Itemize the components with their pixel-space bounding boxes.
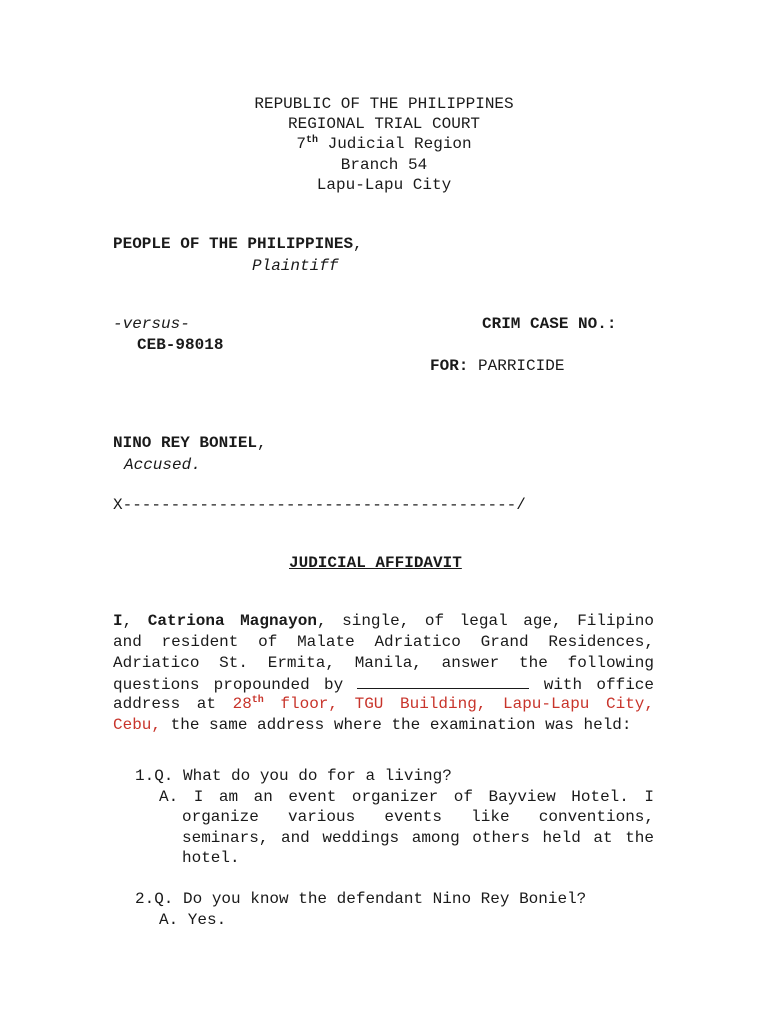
question-2: 2.Q. Do you know the defendant Nino Rey Boniel? bbox=[135, 890, 587, 908]
versus: -versus- bbox=[113, 315, 190, 333]
header-court: REGIONAL TRIAL COURT bbox=[287, 115, 481, 133]
plaintiff-name: PEOPLE OF THE PHILIPPINES bbox=[113, 235, 354, 253]
document-title: JUDICIAL AFFIDAVIT bbox=[289, 554, 462, 572]
for-value: PARRICIDE bbox=[468, 357, 565, 375]
intro-comma: , bbox=[122, 612, 148, 630]
intro-i: I bbox=[113, 612, 123, 630]
question-1: 1.Q. What do you do for a living? bbox=[135, 767, 452, 785]
header-branch: Branch 54 bbox=[340, 156, 428, 174]
answer-1-line-3: seminars, and weddings among others held at the bbox=[182, 829, 654, 847]
region-number: 7 bbox=[296, 135, 306, 153]
accused-line bbox=[113, 433, 267, 453]
floor-suffix: th bbox=[251, 695, 264, 706]
intro-line-4-b: with office bbox=[529, 676, 655, 694]
intro-line-4 bbox=[113, 674, 654, 696]
header-city: Lapu-Lapu City bbox=[316, 176, 452, 194]
charge-line bbox=[430, 356, 564, 376]
intro-line-6-rest: the same address where the examination was held: bbox=[161, 716, 632, 734]
office-address-city: Cebu, bbox=[113, 716, 162, 734]
floor-num: 28 bbox=[232, 695, 252, 713]
intro-line-2: and resident of Malate Adriatico Grand Residences, bbox=[113, 633, 654, 651]
answer-2-line-1: A. Yes. bbox=[159, 911, 227, 929]
accused-name: NINO REY BONIEL bbox=[113, 434, 258, 452]
intro-line-6 bbox=[113, 715, 632, 735]
accused-role: Accused. bbox=[124, 456, 201, 474]
intro-line-4-a: questions propounded by bbox=[113, 676, 358, 694]
answer-1-line-2: organize various events like conventions, bbox=[182, 808, 654, 826]
header-republic: REPUBLIC OF THE PHILIPPINES bbox=[254, 95, 514, 113]
separator: X-----------------------------------------/ bbox=[113, 496, 526, 514]
office-address-red: floor, TGU Building, Lapu-Lapu City, bbox=[263, 695, 654, 713]
intro-line-3: Adriatico St. Ermita, Manila, answer the following bbox=[113, 654, 654, 672]
intro-line-1-rest: , single, of legal age, Filipino bbox=[316, 612, 655, 630]
plaintiff-role: Plaintiff bbox=[252, 257, 339, 275]
plaintiff-comma: , bbox=[353, 235, 363, 253]
intro-line-1 bbox=[113, 611, 654, 632]
case-number: CEB-98018 bbox=[137, 336, 224, 354]
plaintiff-line bbox=[113, 234, 363, 254]
region-text: Judicial Region bbox=[318, 135, 472, 153]
counsel-blank bbox=[357, 674, 529, 689]
accused-comma: , bbox=[257, 434, 267, 452]
intro-line-5-a: address at bbox=[113, 695, 233, 713]
answer-1-line-4: hotel. bbox=[182, 849, 240, 867]
header-region bbox=[0, 134, 768, 154]
floor-number bbox=[233, 695, 264, 713]
for-label: FOR: bbox=[430, 357, 469, 375]
affiant-name: Catriona Magnayon bbox=[147, 612, 317, 630]
region-suffix: th bbox=[305, 135, 318, 146]
intro-line-5 bbox=[113, 694, 654, 715]
answer-1-line-1: A. I am an event organizer of Bayview Hotel. I bbox=[159, 788, 654, 806]
case-label: CRIM CASE NO.: bbox=[482, 315, 617, 333]
